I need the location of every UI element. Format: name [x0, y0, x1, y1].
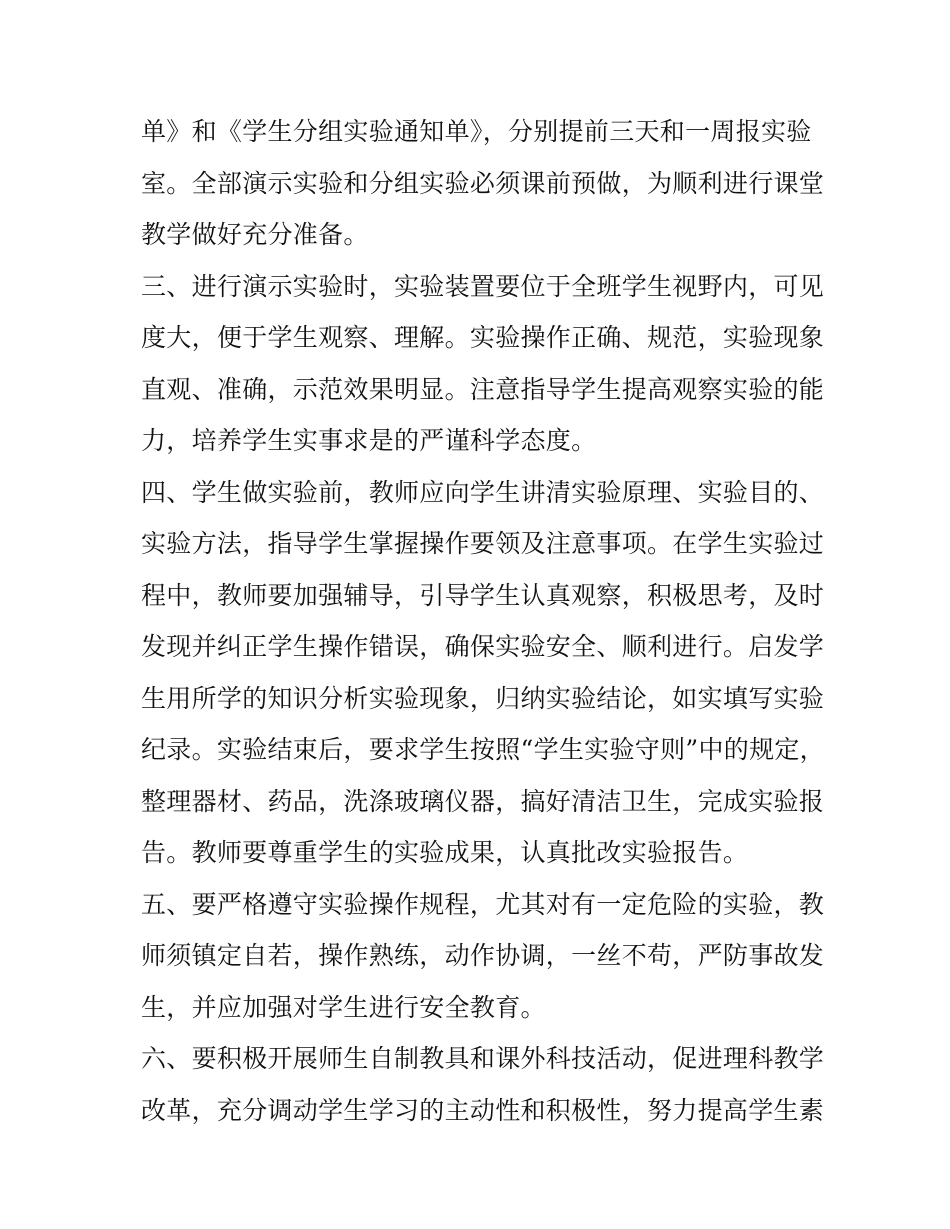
- text-line: 生用所学的知识分析实验现象，归纳实验结论，如实填写实验: [141, 683, 825, 713]
- document-body: [141, 106, 825, 1136]
- text-line: 生，并应加强对学生进行安全教育。: [141, 992, 546, 1022]
- text-line: 直观、准确，示范效果明显。注意指导学生提高观察实验的能: [141, 374, 825, 404]
- text-line: 三、进行演示实验时，实验装置要位于全班学生视野内，可见: [141, 271, 825, 301]
- text-line: 程中，教师要加强辅导，引导学生认真观察，积极思考，及时: [141, 580, 825, 610]
- text-line: 室。全部演示实验和分组实验必须课前预做，为顺利进行课堂: [141, 168, 825, 198]
- text-line: 整理器材、药品，洗涤玻璃仪器，搞好清洁卫生，完成实验报: [141, 786, 825, 816]
- text-line: 度大，便于学生观察、理解。实验操作正确、规范，实验现象: [141, 323, 825, 352]
- text-line: 实验方法，指导学生掌握操作要领及注意事项。在学生实验过: [141, 529, 825, 558]
- text-line: 力，培养学生实事求是的严谨科学态度。: [141, 426, 597, 455]
- text-line: 教学做好充分准备。: [141, 220, 369, 249]
- text-line: 告。教师要尊重学生的实验成果，认真批改实验报告。: [141, 838, 749, 867]
- text-line: 五、要严格遵守实验操作规程，尤其对有一定危险的实验，教: [141, 889, 825, 919]
- text-line: 六、要积极开展师生自制教具和课外科技活动，促进理科教学: [141, 1044, 825, 1073]
- text-line: 纪录。实验结束后，要求学生按照“学生实验守则”中的规定，: [141, 735, 825, 764]
- text-line: 改革，充分调动学生学习的主动性和积极性，努力提高学生素: [141, 1095, 825, 1125]
- text-line: 师须镇定自若，操作熟练，动作协调，一丝不苟，严防事故发: [141, 941, 825, 970]
- text-line: 单》和《学生分组实验通知单》，分别提前三天和一周报实验: [141, 117, 812, 146]
- text-line: 四、学生做实验前，教师应向学生讲清实验原理、实验目的、: [141, 477, 825, 507]
- text-line: 发现并纠正学生操作错误，确保实验安全、顺利进行。启发学: [141, 632, 825, 661]
